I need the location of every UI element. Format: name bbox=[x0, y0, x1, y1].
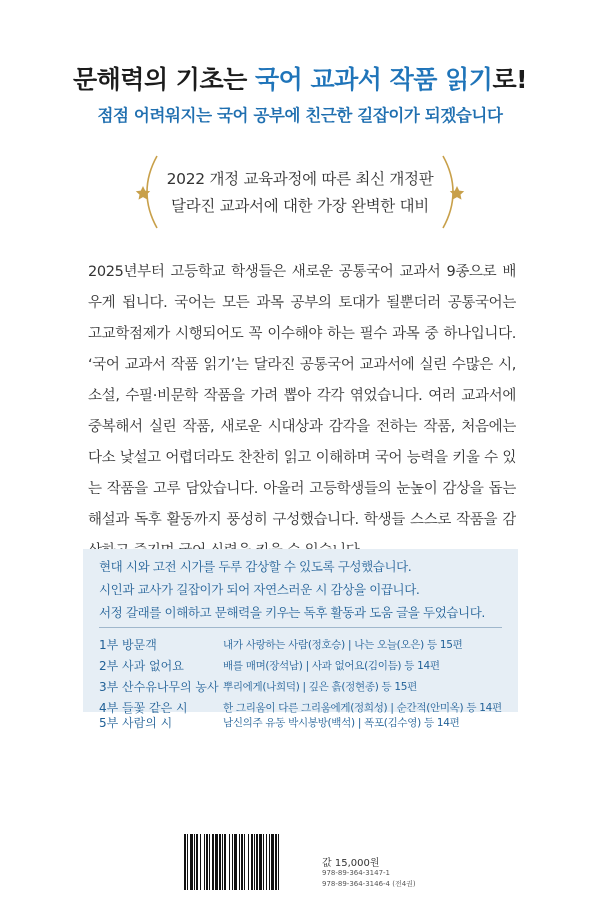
barcode-bar bbox=[239, 834, 240, 890]
isbn-line: 978-89-364-3147-1 bbox=[322, 869, 391, 877]
barcode-bar bbox=[248, 834, 249, 890]
divider bbox=[99, 627, 502, 628]
feature-item: 서정 갈래를 이해하고 문해력을 키우는 독후 활동과 도움 글을 두었습니다. bbox=[99, 605, 485, 620]
barcode-bar bbox=[212, 834, 214, 890]
barcode-icon bbox=[180, 832, 314, 892]
barcode-bar bbox=[269, 834, 270, 890]
laurel-brackets-icon bbox=[135, 150, 465, 234]
barcode-bar bbox=[232, 834, 233, 890]
description-line: 해설과 독후 활동까지 풍성히 구성했습니다. 학생들 스스로 작품을 감 bbox=[88, 512, 516, 528]
part-row bbox=[99, 678, 502, 696]
part-label: 4부 들꽃 같은 시 bbox=[99, 701, 188, 715]
headline-accent: 국어 교과서 작품 읽기 bbox=[254, 65, 493, 94]
part-contents: 뿌리에게(나희덕) | 깊은 흙(정현종) 등 15편 bbox=[223, 681, 418, 693]
badge-line-1: 2022 개정 교육과정에 따른 최신 개정판 bbox=[166, 170, 434, 188]
barcode-bar bbox=[266, 834, 267, 890]
isbn-line: 978-89-364-3146-4 (전4권) bbox=[322, 880, 416, 888]
part-contents: 배를 매며(장석남) | 사과 없어요(김이듬) 등 14편 bbox=[223, 660, 440, 672]
barcode-bar bbox=[219, 834, 221, 890]
edition-badge bbox=[135, 150, 465, 234]
barcode-bar bbox=[241, 834, 243, 890]
barcode-bar bbox=[256, 834, 258, 890]
barcode-bar bbox=[196, 834, 198, 890]
barcode-bar bbox=[194, 834, 195, 890]
barcode-bar bbox=[244, 834, 245, 890]
part-row bbox=[99, 699, 502, 713]
part-contents: 내가 사랑하는 사람(정호승) | 나는 오늘(오은) 등 15편 bbox=[223, 639, 463, 651]
barcode-bar bbox=[271, 834, 274, 890]
part-label: 2부 사과 없어요 bbox=[99, 659, 184, 673]
part-row bbox=[99, 636, 502, 654]
headline-prefix: 문해력의 기초는 bbox=[73, 65, 255, 94]
description-line: 우게 됩니다. 국어는 모든 과목 공부의 토대가 될뿐더러 공통국어는 bbox=[88, 295, 516, 311]
barcode-bar bbox=[222, 834, 223, 890]
description-line: 는 작품을 고루 담았습니다. 아울러 고등학생들의 눈높이 감상을 돕는 bbox=[88, 481, 516, 497]
part-contents: 남신의주 유동 박시봉방(백석) | 폭포(김수영) 등 14편 bbox=[223, 717, 460, 729]
description-line: ‘국어 교과서 작품 읽기’는 달라진 공통국어 교과서에 실린 수많은 시, bbox=[88, 357, 516, 373]
part-contents: 한 그리움이 다른 그리움에게(정희성) | 순간적(안미옥) 등 14편 bbox=[223, 702, 502, 714]
description-line: 소설, 수필·비문학 작품을 가려 뽑아 각각 엮었습니다. 여러 교과서에 bbox=[88, 388, 516, 404]
barcode-bar bbox=[275, 834, 277, 890]
barcode-bar bbox=[187, 834, 188, 890]
badge-line-2: 달라진 교과서에 대한 가장 완벽한 대비 bbox=[171, 197, 429, 215]
barcode-bar bbox=[251, 834, 253, 890]
barcode-bar bbox=[184, 834, 186, 890]
barcode-bar bbox=[224, 834, 226, 890]
description bbox=[88, 257, 516, 567]
barcode-bar bbox=[200, 834, 201, 890]
headline-suffix: 로! bbox=[492, 65, 527, 94]
feature-item: 현대 시와 고전 시가를 두루 감상할 수 있도록 구성했습니다. bbox=[99, 559, 412, 574]
barcode-bar bbox=[254, 834, 255, 890]
barcode-bar bbox=[259, 834, 262, 890]
part-row bbox=[99, 714, 502, 732]
feature-item: 시인과 교사가 길잡이가 되어 자연스러운 시 감상을 이끕니다. bbox=[99, 582, 420, 597]
barcode-bar bbox=[229, 834, 230, 890]
part-label: 5부 사람의 시 bbox=[99, 716, 173, 730]
part-label: 1부 방문객 bbox=[99, 638, 157, 652]
barcode-bar bbox=[278, 834, 279, 890]
description-line: 중복해서 실린 작품, 새로운 시대상과 감각을 전하는 작품, 처음에는 bbox=[88, 419, 516, 435]
barcode-bar bbox=[204, 834, 205, 890]
part-row bbox=[99, 657, 502, 675]
description-line: 2025년부터 고등학교 학생들은 새로운 공통국어 교과서 9종으로 배 bbox=[88, 264, 516, 280]
description-line: 다소 낯설고 어렵더라도 찬찬히 읽고 이해하며 국어 능력을 키울 수 있 bbox=[88, 450, 516, 466]
barcode-bar bbox=[190, 834, 193, 890]
barcode-bar bbox=[209, 834, 210, 890]
features-panel bbox=[83, 549, 518, 715]
subhead: 점점 어려워지는 국어 공부에 친근한 길잡이가 되겠습니다 bbox=[97, 106, 503, 125]
price: 값 15,000원 bbox=[322, 858, 380, 869]
barcode-bar bbox=[215, 834, 218, 890]
barcode-bar bbox=[263, 834, 264, 890]
headline bbox=[0, 60, 600, 96]
barcode-bar bbox=[206, 834, 208, 890]
description-line: 고교학점제가 시행되어도 꼭 이수해야 하는 필수 과목 중 하나입니다. bbox=[88, 326, 516, 342]
barcode-bar bbox=[234, 834, 237, 890]
part-label: 3부 산수유나무의 농사 bbox=[99, 680, 219, 694]
